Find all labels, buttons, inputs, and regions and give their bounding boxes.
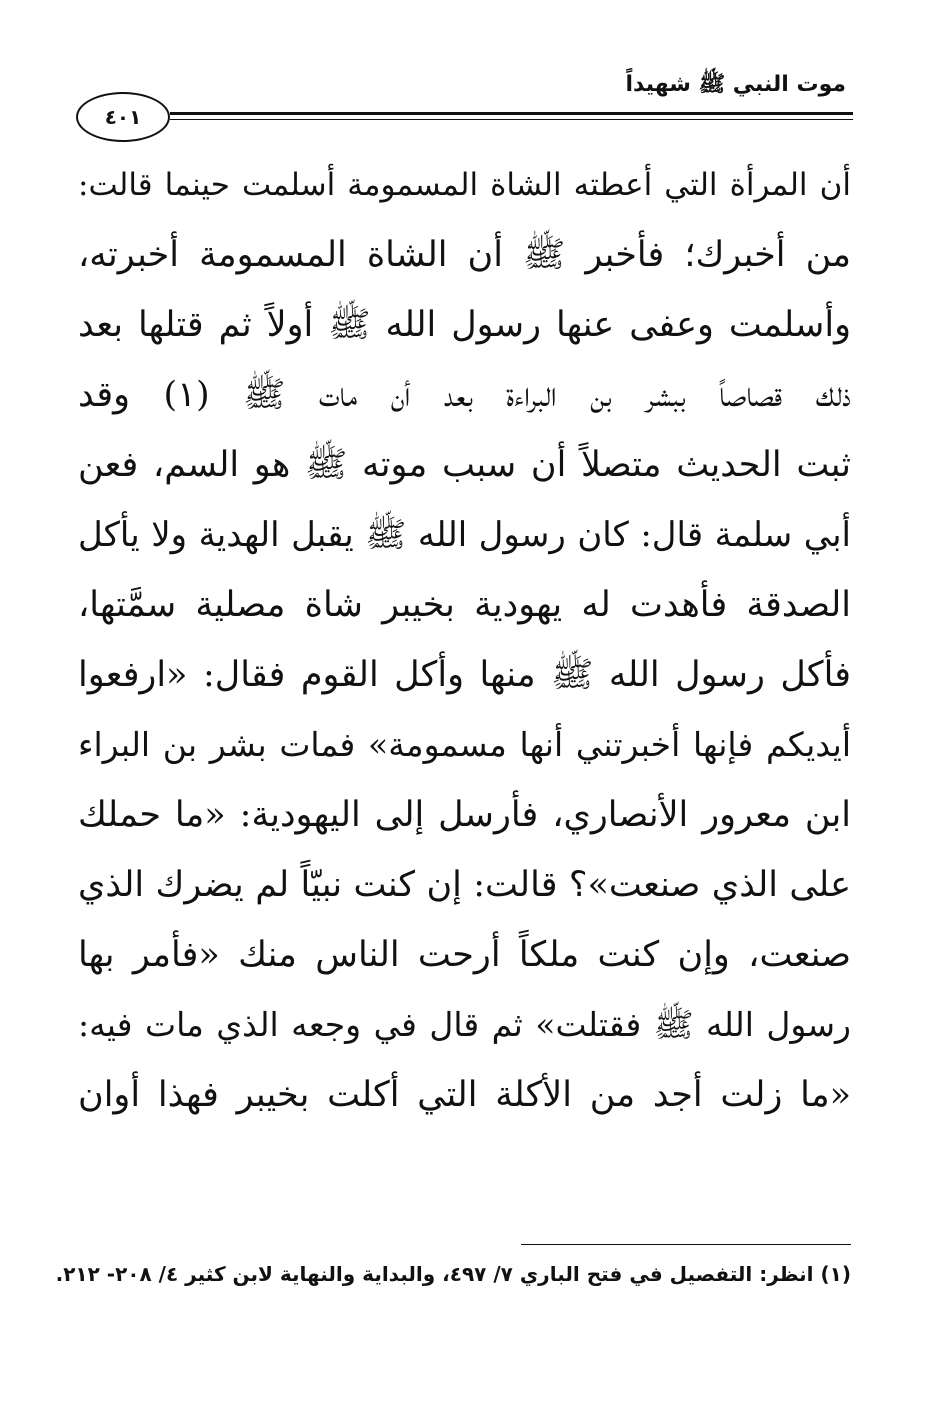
text-line: الصدقة فأهدت له يهودية بخيبر شاة مصلية سمَّتها، [78,585,851,625]
text-line: من أخبرك؛ فأخبر ﷺ أن الشاة المسمومة أخبرته، [78,235,851,275]
footnote: (١) انظر: التفصيل في فتح الباري ٧/ ٤٩٧، والبداية والنهاية لابن كثير ٤/ ٢٠٨- ٢١٢. [55,1262,851,1286]
text-line: أن المرأة التي أعطته الشاة المسمومة أسلمت حينما قالت: [78,167,851,203]
text-line: أبي سلمة قال: كان رسول الله ﷺ يقبل الهدية ولا يأكل [78,515,851,555]
text-line: أيديكم فإنها أخبرتني أنها مسمومة» فمات بشر بن البراء [78,725,851,764]
text-line: ابن معرور الأنصاري، فأرسل إلى اليهودية: «ما حملك [78,795,851,835]
text-line: ثبت الحديث متصلاً أن سبب موته ﷺ هو السم، فعن [78,445,851,485]
text-line: فأكل رسول الله ﷺ منها وأكل القوم فقال: «ارفعوا [78,655,851,695]
text-line: «ما زلت أجد من الأكلة التي أكلت بخيبر فهذا أوان [78,1075,851,1115]
header-rule [170,112,853,115]
text-line: وأسلمت وعفى عنها رسول الله ﷺ أولاً ثم قتلها بعد [78,305,851,345]
page-number-oval [76,92,170,142]
running-title: موت النبي ﷺ شهيداً [625,72,846,97]
body-text [78,150,851,1130]
header-rule-thin [170,119,853,120]
footnote-rule [521,1244,851,1245]
text-line: على الذي صنعت»؟ قالت: إن كنت نبيّاً لم يضرك الذي [78,865,851,905]
text-line: رسول الله ﷺ فقتلت» ثم قال في وجعه الذي مات فيه: [78,1005,851,1044]
text-line: ذلك قصاصاً ببشر بن البراءة بعد أن مات ﷺ (١) وقد [78,375,851,415]
text-line: صنعت، وإن كنت ملكاً أرحت الناس منك «فأمر بها [78,935,851,975]
page-number: ٤٠١ [104,105,142,129]
